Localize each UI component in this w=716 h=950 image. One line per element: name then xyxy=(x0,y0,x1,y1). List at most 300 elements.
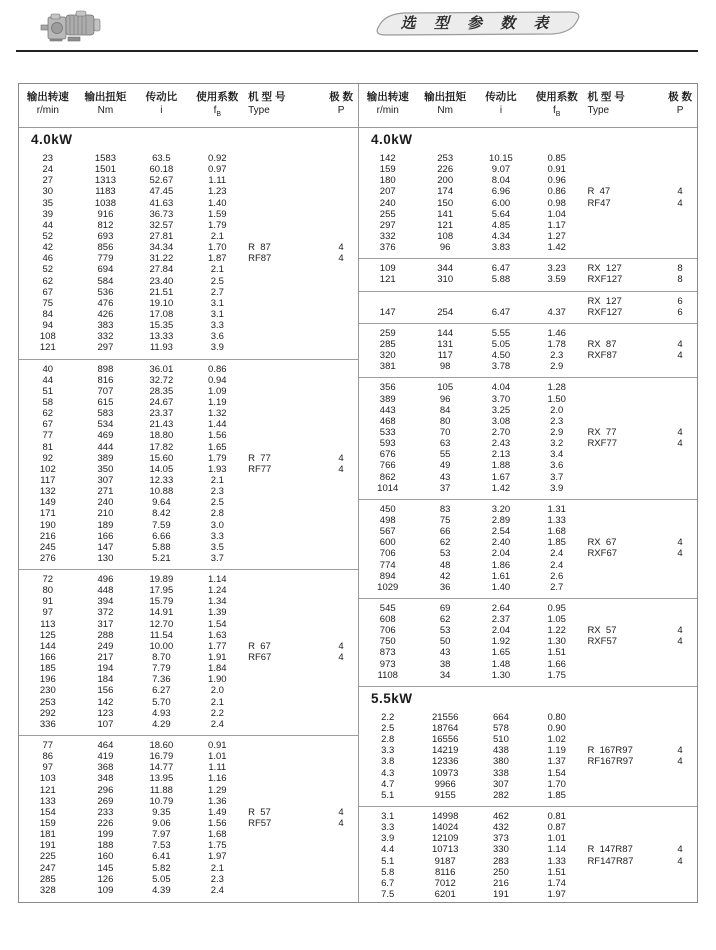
cell-type: RF67 xyxy=(248,652,272,664)
cell-output-speed: 3.3 xyxy=(381,822,395,834)
cell-ratio: 19.89 xyxy=(149,574,174,586)
cell-output-speed: 332 xyxy=(379,230,396,242)
cell-service-factor: 1.05 xyxy=(547,614,566,626)
cell-poles: 4 xyxy=(677,338,683,350)
cell-type xyxy=(246,276,324,287)
cell-output-torque: 107 xyxy=(97,718,114,730)
table-row xyxy=(359,723,697,734)
cell-ratio: 380 xyxy=(493,756,509,768)
cell-ratio: 1.92 xyxy=(491,636,511,648)
cell-type xyxy=(246,630,324,641)
cell-type xyxy=(585,647,663,658)
cell-output-torque: 48 xyxy=(439,559,451,571)
cell-service-factor: 1.37 xyxy=(547,756,566,768)
cell-type: RX 87 xyxy=(587,338,617,350)
cell-type xyxy=(585,405,663,416)
cell-ratio: 9.06 xyxy=(152,818,171,830)
cell-output-torque: 615 xyxy=(97,396,114,408)
cell-service-factor: 1.33 xyxy=(547,514,566,526)
header-label-en: P xyxy=(337,105,345,116)
cell-output-torque: 296 xyxy=(97,784,114,796)
header-cell-ratio xyxy=(474,90,528,122)
table-row xyxy=(19,674,358,685)
table-row xyxy=(359,242,697,253)
cell-ratio: 3.08 xyxy=(491,415,511,427)
cell-output-torque: 200 xyxy=(437,175,454,187)
cell-poles: 4 xyxy=(338,463,344,475)
cell-type xyxy=(246,520,324,531)
cell-ratio: 18.80 xyxy=(149,430,174,442)
cell-poles xyxy=(324,375,358,386)
cell-ratio: 17.95 xyxy=(149,585,174,597)
cell-poles xyxy=(663,526,697,537)
cell-type xyxy=(246,386,324,397)
cell-output-speed: 133 xyxy=(39,795,56,807)
table-row xyxy=(19,508,358,519)
table-row xyxy=(19,641,358,652)
cell-ratio: 10.88 xyxy=(149,486,174,498)
cell-service-factor: 0.96 xyxy=(547,175,566,187)
table-row xyxy=(19,298,358,309)
cell-service-factor: 1.68 xyxy=(547,526,566,538)
rows-block xyxy=(19,570,358,736)
cell-type xyxy=(585,659,663,670)
cell-output-speed: 216 xyxy=(39,530,56,542)
cell-type xyxy=(246,309,324,320)
cell-type xyxy=(585,790,663,801)
rows-block xyxy=(359,807,697,902)
cell-service-factor: 2.4 xyxy=(210,718,224,730)
cell-poles xyxy=(324,607,358,618)
cell-type xyxy=(246,697,324,708)
cell-output-speed: 2.8 xyxy=(381,734,395,746)
cell-output-torque: 419 xyxy=(97,751,114,763)
cell-output-torque: 109 xyxy=(97,884,114,896)
cell-ratio: 15.79 xyxy=(149,596,174,608)
table-row xyxy=(19,419,358,430)
cell-service-factor: 2.5 xyxy=(210,275,224,287)
cell-output-speed: 276 xyxy=(39,552,56,564)
cell-ratio: 330 xyxy=(493,844,509,856)
cell-output-speed: 608 xyxy=(379,614,396,626)
column-header-row xyxy=(19,84,358,128)
table-row xyxy=(19,364,358,375)
cell-output-torque: 144 xyxy=(437,327,454,339)
cell-output-torque xyxy=(416,296,473,307)
cell-type xyxy=(246,674,324,685)
table-row xyxy=(359,560,697,571)
cell-ratio: 2.04 xyxy=(491,625,511,637)
cell-type xyxy=(246,740,324,751)
cell-poles xyxy=(663,394,697,405)
cell-output-speed: 52 xyxy=(42,264,54,276)
header-label-zh: 传动比 xyxy=(485,91,517,103)
cell-ratio: 11.54 xyxy=(149,629,173,641)
cell-type xyxy=(246,419,324,430)
cell-output-torque: 75 xyxy=(439,514,451,526)
table-row xyxy=(19,231,358,242)
cell-output-torque: 536 xyxy=(97,286,114,298)
cell-poles xyxy=(663,416,697,427)
cell-service-factor: 2.0 xyxy=(550,404,564,416)
table-row xyxy=(19,453,358,464)
cell-type xyxy=(246,331,324,342)
cell-output-speed: 1029 xyxy=(377,581,399,593)
cell-output-torque: 254 xyxy=(437,306,454,318)
table-row xyxy=(359,889,697,900)
cell-ratio: 6.00 xyxy=(491,197,511,209)
cell-output-torque: 249 xyxy=(97,640,114,652)
cell-output-torque: 53 xyxy=(439,548,451,560)
cell-ratio: 5.64 xyxy=(491,208,511,220)
table-row xyxy=(19,276,358,287)
cell-service-factor: 1.33 xyxy=(547,855,566,867)
cell-output-torque: 288 xyxy=(97,629,114,641)
header-label-zh: 使用系数 xyxy=(196,91,239,103)
cell-output-speed: 253 xyxy=(39,696,56,708)
cell-ratio: 11.88 xyxy=(149,784,173,796)
table-row xyxy=(19,408,358,419)
cell-service-factor: 1.54 xyxy=(208,618,227,630)
cell-poles xyxy=(663,382,697,393)
cell-ratio: 7.97 xyxy=(152,829,171,841)
cell-ratio: 23.37 xyxy=(149,408,174,420)
cell-output-speed: 23 xyxy=(42,153,54,164)
cell-output-torque: 9966 xyxy=(434,778,456,790)
cell-service-factor: 1.24 xyxy=(208,585,227,597)
cell-poles: 4 xyxy=(338,452,344,464)
cell-ratio: 664 xyxy=(493,711,509,723)
cell-output-speed: 336 xyxy=(39,718,56,730)
table-row xyxy=(359,822,697,833)
cell-ratio: 6.47 xyxy=(491,263,511,275)
cell-output-speed: 225 xyxy=(39,851,56,863)
cell-output-speed: 2.2 xyxy=(381,711,395,723)
cell-service-factor: 2.5 xyxy=(210,497,224,509)
cell-poles xyxy=(324,442,358,453)
cell-output-torque: 142 xyxy=(97,696,114,708)
cell-poles xyxy=(324,773,358,784)
cell-type xyxy=(246,863,324,874)
table-row xyxy=(359,659,697,670)
header-cell-poles xyxy=(324,90,358,122)
cell-type xyxy=(585,582,663,593)
cell-poles: 4 xyxy=(677,197,683,209)
cell-poles xyxy=(663,460,697,471)
cell-type xyxy=(246,442,324,453)
cell-service-factor: 2.6 xyxy=(550,570,564,582)
cell-output-torque: 43 xyxy=(439,647,451,659)
cell-ratio: 3.25 xyxy=(491,404,511,416)
cell-output-speed: 6.7 xyxy=(381,877,395,889)
table-row xyxy=(19,342,358,353)
cell-service-factor xyxy=(528,296,585,307)
cell-output-torque: 188 xyxy=(97,840,114,852)
cell-output-torque: 898 xyxy=(97,363,114,375)
cell-ratio: 27.81 xyxy=(149,230,174,242)
cell-ratio: 5.05 xyxy=(491,338,511,350)
cell-ratio: 18.60 xyxy=(149,740,174,752)
cell-service-factor: 1.51 xyxy=(547,866,566,878)
cell-service-factor: 1.29 xyxy=(208,784,227,796)
table-row xyxy=(19,762,358,773)
cell-output-torque: 96 xyxy=(439,242,451,254)
cell-output-torque: 36 xyxy=(439,581,451,593)
header-label-zh: 输出扭矩 xyxy=(84,91,127,103)
cell-output-torque: 130 xyxy=(97,552,114,564)
table-row xyxy=(359,614,697,625)
table-row xyxy=(359,175,697,186)
cell-service-factor: 1.97 xyxy=(547,889,566,901)
cell-type xyxy=(246,497,324,508)
cell-output-torque: 42 xyxy=(439,570,451,582)
cell-output-speed: 328 xyxy=(39,884,56,896)
cell-ratio: 23.40 xyxy=(149,275,174,287)
cell-output-torque: 50 xyxy=(439,636,451,648)
cell-type: RF57 xyxy=(248,818,272,830)
cell-ratio: 373 xyxy=(493,833,509,845)
cell-ratio: 1.40 xyxy=(491,581,511,593)
cell-type xyxy=(246,663,324,674)
cell-poles xyxy=(324,785,358,796)
cell-output-speed: 255 xyxy=(379,208,396,220)
cell-type xyxy=(246,175,324,186)
cell-type xyxy=(246,153,324,164)
cell-ratio: 6.66 xyxy=(152,530,171,542)
cell-output-torque: 383 xyxy=(97,320,114,332)
cell-ratio: 5.88 xyxy=(491,274,511,286)
cell-output-speed: 121 xyxy=(39,784,56,796)
cell-ratio: 41.63 xyxy=(149,197,174,209)
header-cell-ratio xyxy=(134,90,188,122)
cell-output-speed: 132 xyxy=(39,486,56,498)
rows-block xyxy=(359,324,697,379)
cell-output-speed: 4.3 xyxy=(381,767,395,779)
cell-output-torque: 98 xyxy=(439,361,451,373)
cell-ratio: 36.01 xyxy=(149,363,174,375)
cell-type xyxy=(246,607,324,618)
cell-output-torque: 694 xyxy=(97,264,114,276)
cell-poles xyxy=(663,405,697,416)
cell-output-torque: 693 xyxy=(97,230,114,242)
cell-type xyxy=(246,231,324,242)
header-label-zh: 机 型 号 xyxy=(248,91,286,103)
table-row xyxy=(359,382,697,393)
table-row xyxy=(359,164,697,175)
cell-output-torque: 233 xyxy=(97,806,114,818)
cell-poles: 8 xyxy=(677,263,683,275)
rows-block xyxy=(19,149,358,360)
cell-type xyxy=(585,361,663,372)
cell-output-speed: 166 xyxy=(39,652,56,664)
cell-ratio: 3.20 xyxy=(491,503,511,515)
table-row xyxy=(19,773,358,784)
cell-ratio: 8.70 xyxy=(152,652,171,664)
cell-ratio: 47.45 xyxy=(149,186,174,198)
cell-output-speed: 389 xyxy=(379,393,396,405)
cell-output-torque: 53 xyxy=(439,625,451,637)
cell-output-torque: 9187 xyxy=(434,855,456,867)
cell-output-torque: 534 xyxy=(97,419,114,431)
cell-output-torque: 96 xyxy=(439,393,451,405)
cell-ratio: 1.61 xyxy=(491,570,511,582)
cell-type xyxy=(246,198,324,209)
cell-output-torque: 448 xyxy=(97,585,114,597)
cell-type xyxy=(246,751,324,762)
cell-output-torque: 584 xyxy=(97,275,114,287)
cell-poles: 4 xyxy=(677,438,683,450)
cell-output-speed: 103 xyxy=(39,773,56,785)
cell-type: RXF87 xyxy=(587,350,618,362)
cell-poles xyxy=(324,796,358,807)
cell-poles: 4 xyxy=(677,636,683,648)
cell-ratio: 24.67 xyxy=(149,396,174,408)
table-row xyxy=(359,571,697,582)
table-row xyxy=(359,647,697,658)
rows-block xyxy=(359,599,697,687)
cell-service-factor: 2.3 xyxy=(550,415,564,427)
cell-ratio: 3.70 xyxy=(491,393,511,405)
cell-type: RXF127 xyxy=(587,274,623,286)
cell-output-speed: 27 xyxy=(42,175,54,187)
table-row xyxy=(19,164,358,175)
cell-service-factor: 1.56 xyxy=(208,818,227,830)
cell-output-torque: 210 xyxy=(97,508,114,520)
cell-output-speed: 51 xyxy=(42,385,54,397)
cell-service-factor: 0.81 xyxy=(547,811,566,823)
rows-block xyxy=(359,259,697,291)
cell-type xyxy=(246,785,324,796)
header-label-zh: 输出扭矩 xyxy=(424,91,467,103)
cell-ratio: 27.84 xyxy=(149,264,174,276)
header-cell-type xyxy=(246,90,324,122)
header-label-zh: 极 数 xyxy=(329,91,353,103)
cell-ratio: 307 xyxy=(493,778,509,790)
table-row xyxy=(19,751,358,762)
table-row xyxy=(359,405,697,416)
cell-ratio: 2.70 xyxy=(491,426,511,438)
cell-service-factor: 0.91 xyxy=(208,740,227,752)
cell-output-speed: 44 xyxy=(42,219,54,231)
cell-type xyxy=(246,885,324,896)
cell-service-factor: 1.84 xyxy=(208,663,227,675)
rows-block xyxy=(359,292,697,324)
cell-type xyxy=(246,342,324,353)
cell-type xyxy=(246,486,324,497)
cell-service-factor: 2.1 xyxy=(210,862,224,874)
cell-type xyxy=(585,460,663,471)
cell-poles xyxy=(324,287,358,298)
cell-poles xyxy=(663,231,697,242)
cell-ratio: 14.77 xyxy=(149,762,174,774)
cell-output-speed: 292 xyxy=(39,707,56,719)
cell-output-speed: 376 xyxy=(379,242,396,254)
cell-output-torque: 83 xyxy=(439,503,451,515)
cell-output-torque: 18764 xyxy=(431,723,459,735)
table-row xyxy=(19,175,358,186)
cell-output-speed: 147 xyxy=(379,306,396,318)
cell-output-speed: 62 xyxy=(42,275,54,287)
cell-service-factor: 1.54 xyxy=(547,767,566,779)
cell-service-factor: 2.0 xyxy=(210,685,224,697)
cell-poles xyxy=(324,430,358,441)
cell-ratio: 4.93 xyxy=(152,707,171,719)
cell-ratio: 5.82 xyxy=(152,862,171,874)
cell-poles xyxy=(663,220,697,231)
cell-ratio: 7.59 xyxy=(152,519,171,531)
cell-service-factor: 2.8 xyxy=(210,508,224,520)
cell-output-speed: 86 xyxy=(42,751,54,763)
cell-type: R 147R87 xyxy=(587,844,633,856)
cell-output-torque: 43 xyxy=(439,471,451,483)
cell-service-factor: 1.42 xyxy=(547,242,566,254)
cell-ratio: 9.35 xyxy=(152,806,171,818)
section-title-55kW: 5.5kW xyxy=(371,690,413,706)
cell-poles xyxy=(324,630,358,641)
cell-poles xyxy=(324,342,358,353)
cell-type xyxy=(246,531,324,542)
cell-service-factor: 1.28 xyxy=(547,382,566,394)
cell-service-factor: 1.77 xyxy=(208,640,227,652)
cell-ratio: 21.43 xyxy=(149,419,174,431)
table-row xyxy=(19,253,358,264)
cell-poles xyxy=(324,175,358,186)
cell-poles xyxy=(324,619,358,630)
cell-type: RXF57 xyxy=(587,636,618,648)
cell-output-speed: 2.5 xyxy=(381,723,395,735)
cell-poles xyxy=(324,719,358,730)
cell-output-speed: 3.1 xyxy=(381,811,395,823)
cell-poles: 4 xyxy=(338,640,344,652)
cell-output-torque: 271 xyxy=(97,486,114,498)
cell-output-speed: 52 xyxy=(42,230,54,242)
cell-output-torque: 156 xyxy=(97,685,114,697)
cell-output-speed: 121 xyxy=(379,274,396,286)
cell-type xyxy=(246,829,324,840)
cell-service-factor: 3.4 xyxy=(550,449,564,461)
cell-poles: 4 xyxy=(338,652,344,664)
cell-poles xyxy=(663,712,697,723)
header-label-zh: 极 数 xyxy=(668,91,693,103)
cell-ratio: 2.04 xyxy=(491,548,511,560)
cell-output-speed: 75 xyxy=(42,297,54,309)
cell-poles xyxy=(663,242,697,253)
cell-ratio: 7.79 xyxy=(152,663,171,675)
cell-ratio: 283 xyxy=(493,855,509,867)
cell-poles xyxy=(663,790,697,801)
cell-ratio: 2.37 xyxy=(491,614,511,626)
table-row xyxy=(19,320,358,331)
cell-poles: 4 xyxy=(677,855,683,867)
cell-output-speed: 102 xyxy=(39,463,56,475)
cell-type xyxy=(585,878,663,889)
cell-output-speed: 62 xyxy=(42,408,54,420)
cell-output-speed: 356 xyxy=(379,382,396,394)
cell-poles xyxy=(324,874,358,885)
cell-output-speed: 92 xyxy=(42,452,54,464)
table-left-column xyxy=(19,84,358,902)
cell-output-torque: 62 xyxy=(439,537,451,549)
cell-service-factor: 1.16 xyxy=(208,773,227,785)
cell-output-speed: 58 xyxy=(42,396,54,408)
cell-poles xyxy=(663,878,697,889)
table-row xyxy=(19,740,358,751)
cell-service-factor: 3.1 xyxy=(210,308,224,320)
cell-output-torque: 131 xyxy=(437,338,454,350)
cell-poles xyxy=(663,647,697,658)
cell-service-factor: 1.40 xyxy=(208,197,227,209)
cell-output-speed: 46 xyxy=(42,253,54,265)
